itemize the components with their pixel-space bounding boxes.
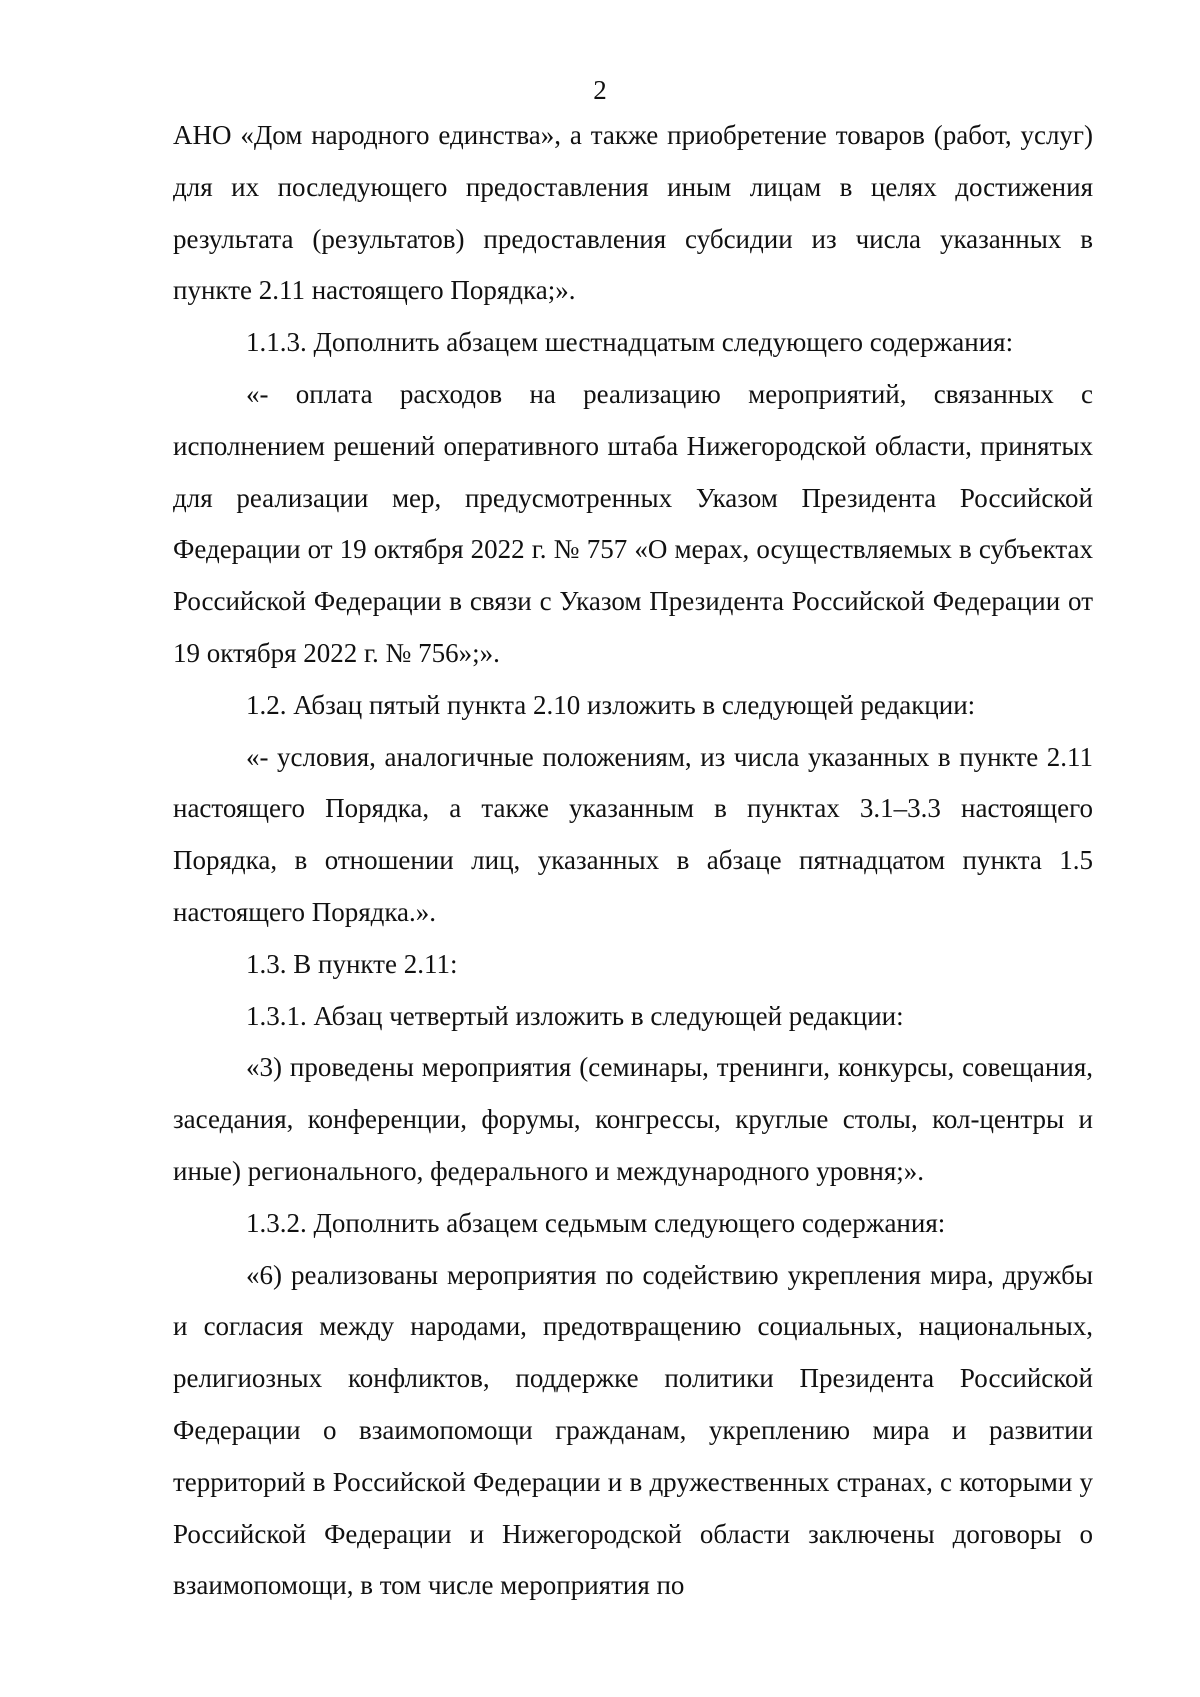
paragraph-quote-expenses: «- оплата расходов на реализацию мероприятий, связанных с исполнением решений оперативного штаба Нижегородской области, принятых для реализации мер, предусмотренных Указом Президента Российской Федерации от 19 октября 2022 г. № 757 «О мерах, осуществляемых в субъектах Российской Федерации в связи с Указом Президента Российской Федерации от 19 октября 2022 г. № 756»;».: [173, 378, 1093, 668]
paragraph-1-3: 1.3. В пункте 2.11:: [246, 948, 458, 979]
paragraph-1-1-3: 1.1.3. Дополнить абзацем шестнадцатым следующего содержания:: [246, 327, 1014, 358]
paragraph-quote-events: «3) проведены мероприятия (семинары, тренинги, конкурсы, совещания, заседания, конференции, форумы, конгрессы, круглые столы, кол-центры и иные) регионального, федерального и международного уровня;».: [173, 1052, 1093, 1186]
paragraph-continuation: АНО «Дом народного единства», а также приобретение товаров (работ, услуг) для их последующего предоставления иным лицам в целях достижения результата (результатов) предоставления субсидии из числа указанных в пункте 2.11 настоящего Порядка;».: [173, 120, 1093, 306]
document-body: [173, 110, 1093, 1612]
paragraph-quote-peace: «6) реализованы мероприятия по содействию укрепления мира, дружбы и согласия между народами, предотвращению социальных, национальных, религиозных конфликтов, поддержке политики Президента Российской Федерации о взаимопомощи гражданам, укреплению мира и развитии территорий в Российской Федерации и в дружественных странах, с которыми у Российской Федерации и Нижегородской области заключены договоры о взаимопомощи, в том числе мероприятия по: [173, 1259, 1093, 1601]
paragraph-quote-conditions: «- условия, аналогичные положениям, из числа указанных в пункте 2.11 настоящего Порядка, а также указанным в пунктах 3.1–3.3 настоящего Порядка, в отношении лиц, указанных в абзаце пятнадцатом пункта 1.5 настоящего Порядка.».: [173, 741, 1093, 927]
page-number: 2: [593, 75, 607, 105]
paragraph-1-3-2: 1.3.2. Дополнить абзацем седьмым следующего содержания:: [246, 1207, 946, 1238]
paragraph-1-3-1: 1.3.1. Абзац четвертый изложить в следующей редакции:: [246, 1000, 904, 1031]
paragraph-1-2: 1.2. Абзац пятый пункта 2.10 изложить в следующей редакции:: [246, 689, 976, 720]
